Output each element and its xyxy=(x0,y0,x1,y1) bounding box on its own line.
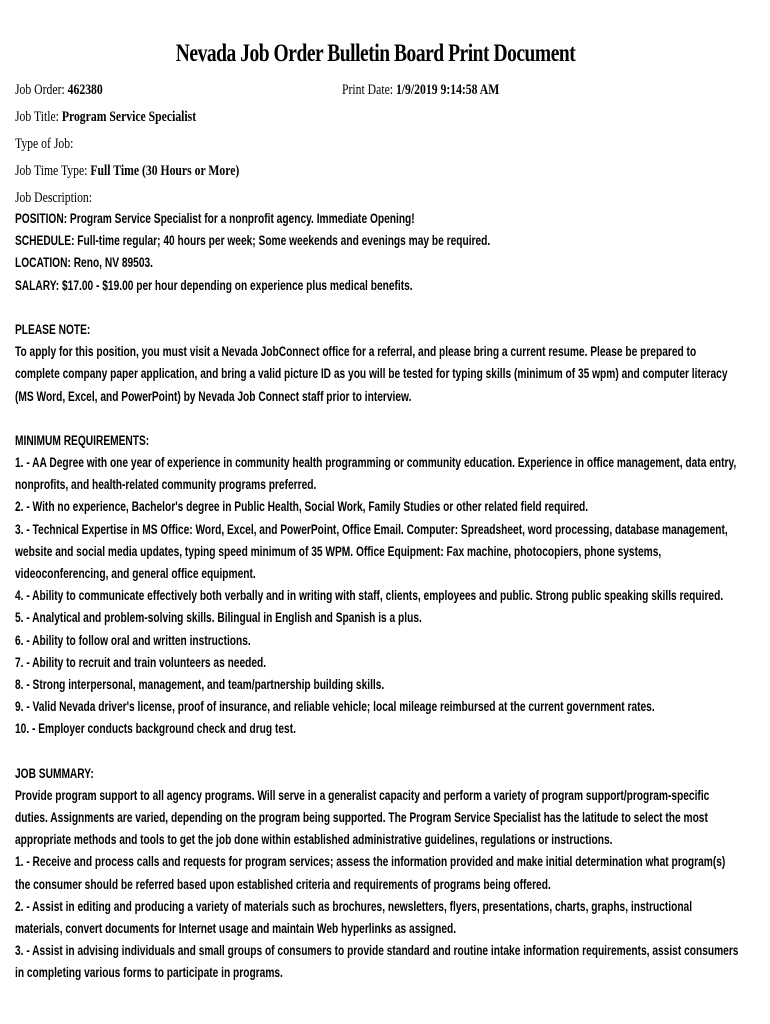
job-description-body xyxy=(15,208,739,985)
min-req-line: website and social media updates, typing speed minimum of 35 WPM. Office Equipment: Fax machine, photocopiers, phone systems, xyxy=(15,543,662,559)
job-summary-line: appropriate methods and tools to get the job done within established administrative guidelines, regulations or instructions. xyxy=(15,832,613,848)
please-note-line: complete company paper application, and bring a valid picture ID as you will be tested for typing skills (minimum of 35 wpm) and computer literacy xyxy=(15,366,728,382)
job-order-row xyxy=(15,82,103,99)
job-time-type-value: Full Time (30 Hours or More) xyxy=(90,163,240,179)
job-description-row xyxy=(15,190,92,207)
job-time-type-label: Job Time Type: xyxy=(15,163,88,179)
document-title: Nevada Job Order Bulletin Board Print Document xyxy=(175,40,576,67)
job-summary-heading: JOB SUMMARY: xyxy=(15,765,94,781)
spacer xyxy=(15,741,664,763)
please-note-heading: PLEASE NOTE: xyxy=(15,321,91,337)
position-line: POSITION: Program Service Specialist for a nonprofit agency. Immediate Opening! xyxy=(15,211,415,226)
min-req-line: 1. - AA Degree with one year of experience in community health programming or community education. Experience in office management, data entry, xyxy=(15,455,737,471)
please-note-line: (MS Word, Excel, and PowerPoint) by Nevada Job Connect staff prior to interview. xyxy=(15,388,412,404)
job-title-row xyxy=(15,109,196,126)
print-date-label: Print Date: xyxy=(342,82,394,98)
min-req-line: 5. - Analytical and problem-solving skills. Bilingual in English and Spanish is a plus. xyxy=(15,610,422,626)
job-order-value: 462380 xyxy=(67,82,103,98)
job-description-label: Job Description: xyxy=(15,190,93,206)
min-req-line: 4. - Ability to communicate effectively both verbally and in writing with staff, clients, employees and public. Strong public speaking skills required. xyxy=(15,588,724,604)
job-time-type-row xyxy=(15,163,239,180)
salary-line: SALARY: $17.00 - $19.00 per hour depending on experience plus medical benefits. xyxy=(15,277,413,293)
min-req-line: nonprofits, and health-related community programs preferred. xyxy=(15,477,317,493)
type-of-job-label: Type of Job: xyxy=(15,136,74,152)
spacer xyxy=(15,297,664,319)
print-date-row xyxy=(342,82,499,99)
min-req-line: 7. - Ability to recruit and train volunteers as needed. xyxy=(15,654,267,670)
location-line: LOCATION: Reno, NV 89503. xyxy=(15,255,154,271)
min-req-line: videoconferencing, and general office equipment. xyxy=(15,566,256,581)
job-summary-line: the consumer should be referred based upon established criteria and requirements of programs being offered. xyxy=(15,876,551,892)
job-summary-line: 2. - Assist in editing and producing a variety of materials such as brochures, newsletters, flyers, presentations, charts, graphs, instructional xyxy=(15,898,693,914)
min-req-line: 8. - Strong interpersonal, management, and team/partnership building skills. xyxy=(15,676,385,692)
job-title-label: Job Title: xyxy=(15,109,59,125)
job-summary-line: materials, convert documents for Internet usage and maintain Web hyperlinks as assigned. xyxy=(15,921,457,936)
job-summary-line: 1. - Receive and process calls and requests for program services; assess the information provided and make initial determination what program(s) xyxy=(15,854,726,870)
print-date-value: 1/9/2019 9:14:58 AM xyxy=(395,82,500,98)
min-req-line: 10. - Employer conducts background check and drug test. xyxy=(15,721,296,737)
please-note-line: To apply for this position, you must visit a Nevada JobConnect office for a referral, and please bring a current resume. Please be prepared to xyxy=(15,344,697,360)
min-req-line: 2. - With no experience, Bachelor's degree in Public Health, Social Work, Family Studies or other related field required. xyxy=(15,499,589,515)
schedule-line: SCHEDULE: Full-time regular; 40 hours per week; Some weekends and evenings may be required. xyxy=(15,233,491,249)
job-summary-line: in completing various forms to participate in programs. xyxy=(15,965,283,981)
job-order-label: Job Order: xyxy=(15,82,65,98)
job-summary-line: duties. Assignments are varied, depending on the program being supported. The Program Service Specialist has the latitude to select the most xyxy=(15,810,708,826)
min-req-line: 9. - Valid Nevada driver's license, proof of insurance, and reliable vehicle; local mileage reimbursed at the current government rates. xyxy=(15,699,655,715)
min-req-line: 3. - Technical Expertise in MS Office: Word, Excel, and PowerPoint, Office Email. Computer: Spreadsheet, word processing, database management, xyxy=(15,521,728,537)
type-of-job-row xyxy=(15,136,73,153)
spacer xyxy=(15,408,664,430)
job-summary-line: Provide program support to all agency programs. Will serve in a generalist capacity and perform a variety of program support/program-specific xyxy=(15,787,710,803)
min-req-heading: MINIMUM REQUIREMENTS: xyxy=(15,432,150,448)
job-title-value: Program Service Specialist xyxy=(61,109,197,125)
min-req-line: 6. - Ability to follow oral and written instructions. xyxy=(15,632,251,648)
job-summary-line: 3. - Assist in advising individuals and small groups of consumers to provide standard and routine intake information requirements, assist consumers xyxy=(15,943,739,959)
